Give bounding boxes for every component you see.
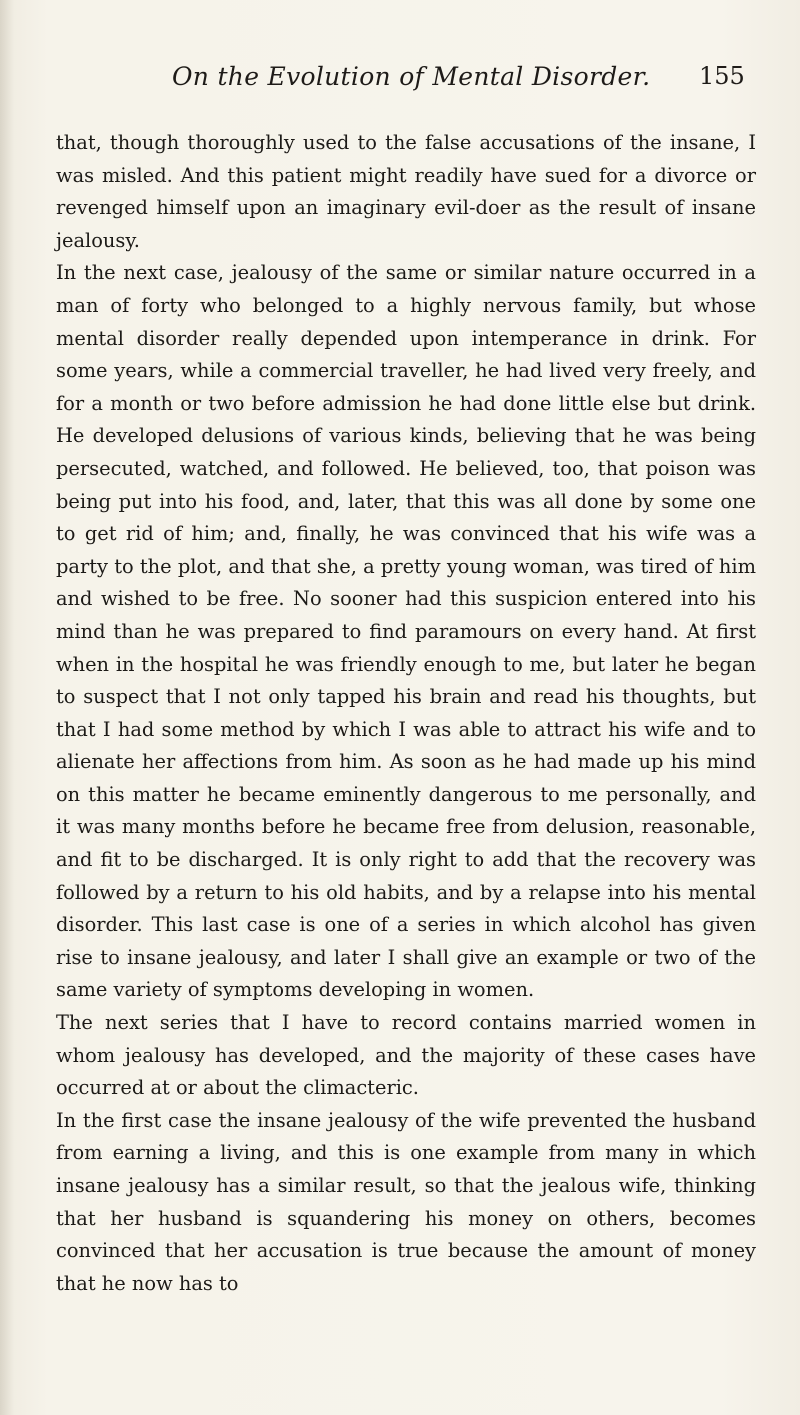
page-number: 155 [699,62,745,90]
spine-shadow [0,0,14,1415]
body-text [56,127,756,1300]
paragraph-1: that, though thoroughly used to the false accusations of the insane, I was misled. And this patient might readily have sued for a divorce or revenged himself upon an imaginary evil-doer as the result of insane jealousy. [56,131,756,252]
paragraph-3: The next series that I have to record contains married women in whom jealousy has developed, and the majority of these cases have occurred at or about the climacteric. [56,1011,756,1100]
page-header [0,62,800,102]
paragraph-4: In the first case the insane jealousy of the wife prevented the husband from earning a living, and this is one example from many in which insane jealousy has a similar result, so that the jealous wife, thinking that her husband is squandering his money on others, becomes convinced that her accusation is true because the amount of money that he now has to [56,1108,756,1295]
paragraph-2: In the next case, jealousy of the same or similar nature occurred in a man of forty who belonged to a highly nervous family, but whose mental disorder really depended upon intemperance in drink. For some years, while a commercial traveller, he had lived very freely, and for a month or two before admission he had done little else but drink. He developed delusions of various kinds, believing that he was being persecuted, watched, and followed. He believed, too, that poison was being put into his food, and, later, that this was all done by some one to get rid of him; and, finally, he was convinced that his wife was a party to the plot, and that she, a pretty young woman, was tired of him and wished to be free. No sooner had this suspicion entered into his mind than he was prepared to find paramours on every hand. At first when in the hospital he was friendly enough to me, but later he began to suspect that I not only tapped his brain and read his thoughts, but that I had some method by which I was able to attract his wife and to alienate her affections from him. As soon as he had made up his mind on this matter he became eminently dangerous to me personally, and it was many months before he became free from delusion, reasonable, and fit to be discharged. It is only right to add that the recovery was followed by a return to his old habits, and by a relapse into his mental disorder. This last case is one of a series in which alcohol has given rise to insane jealousy, and later I shall give an example or two of the same variety of symptoms developing in women. [56,261,756,1002]
running-title: On the Evolution of Mental Disorder. [172,62,651,91]
